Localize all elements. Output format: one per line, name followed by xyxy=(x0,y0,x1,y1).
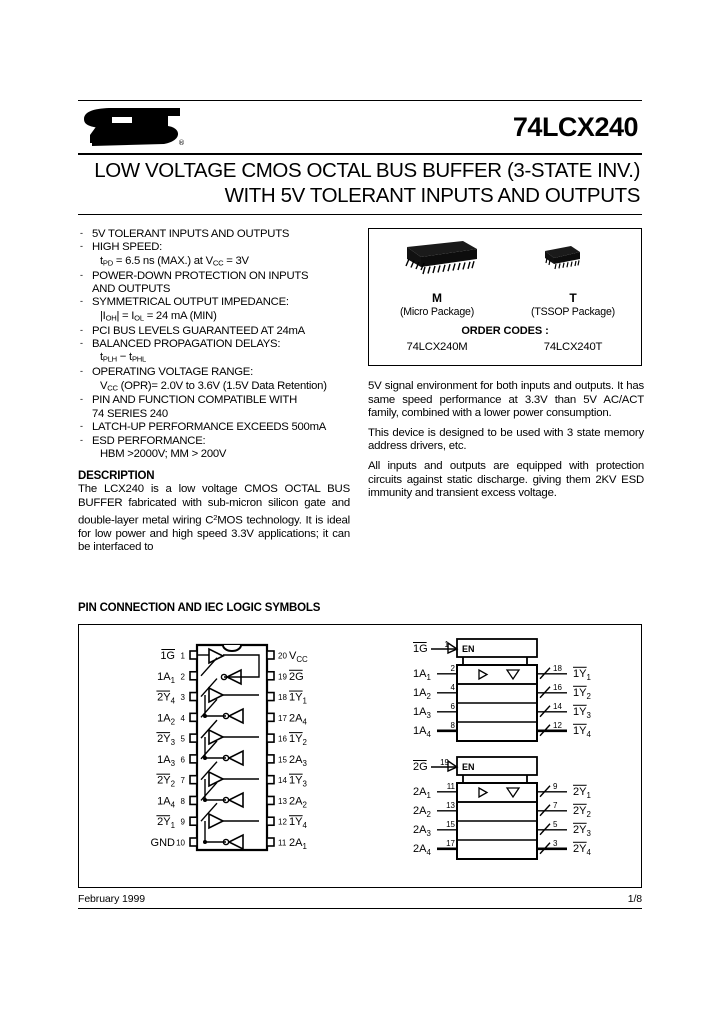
package-images xyxy=(369,229,641,291)
pin-label xyxy=(573,724,591,739)
dip-package-symbol xyxy=(151,645,309,851)
iec-amplifier-icon xyxy=(479,788,487,797)
pin-label xyxy=(413,687,431,701)
iec-logic-symbols xyxy=(413,639,591,859)
st-logo xyxy=(82,105,190,149)
right-paragraph-3: All inputs and outputs are equipped with protection circuits against static discharge. giving them 2KV ESD immunity and transient excess voltage. xyxy=(368,459,644,500)
pin-label xyxy=(573,842,591,857)
iec-row xyxy=(457,821,537,840)
svg-text:®: ® xyxy=(178,139,185,147)
page-header xyxy=(78,100,642,215)
feature-text: - ESD PERFORMANCE: xyxy=(92,434,206,447)
svg-text:2A1: $2A_1$ xyxy=(413,785,431,800)
svg-text:2Y4: $2Y_4$ xyxy=(573,842,591,857)
dip-pin-pad xyxy=(267,693,274,701)
dip-pin-pad xyxy=(267,651,274,659)
iec-3state-icon xyxy=(507,788,519,797)
feature-text-cont: AND OUTPUTS xyxy=(92,282,171,295)
svg-text:2Y2: $2Y_2$ xyxy=(573,804,591,819)
footer-page-number: 1/8 xyxy=(627,893,642,905)
pin-label xyxy=(160,650,175,663)
svg-text:2Y1: $2Y_1$ xyxy=(573,785,591,800)
iec-output-pin-number: 12 xyxy=(553,720,562,730)
svg-text:1G: 1G xyxy=(160,650,175,662)
svg-text:2Y4: $2Y_4$ xyxy=(157,691,175,706)
feature-text: - OPERATING VOLTAGE RANGE: xyxy=(92,366,253,379)
dip-pin-pad xyxy=(267,755,274,763)
svg-text:2A4: $2A_4$ xyxy=(413,842,431,857)
svg-text:2Y2: $2Y_2$ xyxy=(157,774,175,789)
order-code-m: 74LCX240M xyxy=(406,341,468,353)
pin-connection-diagram xyxy=(79,625,641,887)
package-col-m xyxy=(369,291,505,319)
dip-pin-number: 1 xyxy=(180,651,185,661)
svg-text:GND: GND xyxy=(150,837,175,849)
dip-pin-number: 20 xyxy=(278,651,287,661)
pin-label xyxy=(289,816,307,831)
iec-enable-pin-number: 1 xyxy=(444,640,449,649)
right-paragraph-2: This device is designed to be used with 3 state memory address drivers, etc. xyxy=(368,426,644,453)
soic-package-icon xyxy=(397,237,481,283)
dip-pin-pad xyxy=(190,755,197,763)
dip-pin-number: 11 xyxy=(278,838,287,848)
left-column xyxy=(78,228,350,561)
pin-label xyxy=(156,816,175,831)
svg-text:2Y1: $2Y_1$ xyxy=(157,816,175,831)
pin-label xyxy=(289,733,307,748)
dip-pin-number: 5 xyxy=(180,734,185,744)
pin-label xyxy=(289,774,307,789)
svg-text:1A2: $1A_2$ xyxy=(157,712,175,727)
pin-section-title: PIN CONNECTION AND IEC LOGIC SYMBOLS xyxy=(78,602,321,614)
pin-connection-box xyxy=(78,624,642,888)
svg-text:1A3: $1A_3$ xyxy=(157,753,175,768)
dip-pin-pad xyxy=(267,776,274,784)
dip-pin-pad xyxy=(267,838,274,846)
dip-pin-pad xyxy=(190,672,197,680)
pin-label xyxy=(289,795,307,809)
svg-text:1A4: $1A_4$ xyxy=(157,795,175,810)
dip-pin-number: 2 xyxy=(180,672,185,682)
dip-notch xyxy=(223,645,241,651)
svg-text:1Y3: $1Y_3$ xyxy=(289,774,307,789)
iec-amplifier-icon xyxy=(479,670,487,679)
iec-row xyxy=(457,840,537,859)
dip-body xyxy=(197,645,267,850)
iec-block xyxy=(413,757,591,859)
right-paragraph-1: 5V signal environment for both inputs and outputs. It has same speed performance at 3.3V than 5V AC/ACT family, combined with a lower power consumption. xyxy=(368,380,644,420)
pin-label xyxy=(413,643,428,656)
iec-row xyxy=(457,722,537,741)
svg-text:2A2: $2A_2$ xyxy=(289,795,307,810)
svg-text:2Y3: $2Y_3$ xyxy=(157,733,175,748)
svg-text:2A3: $2A_3$ xyxy=(413,823,431,838)
pin-label xyxy=(156,733,175,748)
pin-label xyxy=(289,712,307,726)
iec-output-pin-number: 3 xyxy=(553,838,558,848)
pin-label xyxy=(289,691,307,706)
dip-pin-number: 18 xyxy=(278,693,287,703)
pin-label xyxy=(289,650,308,664)
pin-label xyxy=(413,725,431,739)
feature-subtext: $|I_{OH}| = I_{OL} = 24$ mA (MIN) xyxy=(100,309,217,323)
dip-pin-number: 7 xyxy=(180,776,185,786)
iec-input-pin-number: 11 xyxy=(446,781,455,791)
iec-input-pin-number: 17 xyxy=(446,838,455,848)
pin-label xyxy=(413,761,428,774)
feature-subtext: $t_{PD} = 6.5$ ns (MAX.) at $V_{CC} = 3V$ xyxy=(100,254,249,268)
iec-row xyxy=(457,802,537,821)
pin-label xyxy=(413,843,431,857)
feature-text: - SYMMETRICAL OUTPUT IMPEDANCE: xyxy=(92,296,289,309)
svg-text:1Y1: $1Y_1$ xyxy=(573,667,591,682)
dip-pin-number: 13 xyxy=(278,796,287,806)
iec-3state-icon xyxy=(507,670,519,679)
package-letter-t: T xyxy=(569,291,577,305)
iec-row xyxy=(457,703,537,722)
pin-label xyxy=(413,824,431,838)
iec-input-pin-number: 2 xyxy=(450,663,455,673)
package-col-t xyxy=(505,291,641,319)
title-line-2: WITH 5V TOLERANT INPUTS AND OUTPUTS xyxy=(224,184,640,207)
svg-text:1Y2: $1Y_2$ xyxy=(573,686,591,701)
pin-label xyxy=(289,837,307,851)
dip-pin-pad xyxy=(190,776,197,784)
package-name-t: (TSSOP Package) xyxy=(531,306,615,318)
inverter-gate xyxy=(209,814,223,828)
feature-item xyxy=(78,338,350,366)
dip-pin-pad xyxy=(267,713,274,721)
svg-text:1Y3: $1Y_3$ xyxy=(573,705,591,720)
feature-item xyxy=(78,394,350,421)
package-letter-m: M xyxy=(432,291,442,305)
iec-output-pin-number: 7 xyxy=(553,800,558,810)
feature-item xyxy=(78,435,350,462)
pin-label xyxy=(573,785,591,800)
feature-subtext: HBM >2000V; MM > 200V xyxy=(100,447,227,460)
description-paragraph: The LCX240 is a low voltage CMOS OCTAL BUS BUFFER fabricated with sub-micron silicon gate and double-layer metal wiring $C^2MOS$ technology. It is ideal for low power and high speed 3.3V applications; it can be interfaced to xyxy=(78,483,350,554)
svg-text:2Y3: $2Y_3$ xyxy=(573,823,591,838)
feature-text: - BALANCED PROPAGATION DELAYS: xyxy=(92,337,281,350)
dip-pin-number: 17 xyxy=(278,713,287,723)
dip-pin-number: 6 xyxy=(180,755,185,765)
iec-input-pin-number: 15 xyxy=(446,819,455,829)
dip-pin-number: 9 xyxy=(180,817,185,827)
feature-text: - HIGH SPEED: xyxy=(92,241,163,254)
iec-input-pin-number: 4 xyxy=(450,682,455,692)
pin-label xyxy=(573,686,591,701)
iec-input-pin-number: 13 xyxy=(446,800,455,810)
dip-pin-pad xyxy=(190,693,197,701)
footer-rule xyxy=(78,908,642,909)
pin-label xyxy=(413,668,431,682)
pin-label xyxy=(157,671,175,685)
package-names xyxy=(369,291,641,319)
iec-enable-text: EN xyxy=(462,762,475,772)
pin-label xyxy=(573,667,591,682)
feature-text: - PIN AND FUNCTION COMPATIBLE WITH xyxy=(92,394,297,407)
order-codes xyxy=(369,341,641,353)
dip-pin-pad xyxy=(267,817,274,825)
feature-item xyxy=(78,270,350,297)
svg-text:2G: 2G xyxy=(289,670,304,683)
iec-input-pin-number: 6 xyxy=(450,701,455,711)
svg-text:1Y4: $1Y_4$ xyxy=(289,816,307,831)
feature-item xyxy=(78,325,350,338)
svg-text:1Y2: $1Y_2$ xyxy=(289,733,307,748)
header-bottom-rule xyxy=(78,214,642,215)
part-number: 74LCX240 xyxy=(512,111,638,142)
dip-pin-number: 3 xyxy=(180,693,185,703)
feature-item xyxy=(78,296,350,324)
svg-text:1A1: $1A_1$ xyxy=(413,667,431,682)
iec-row xyxy=(457,665,537,684)
svg-text:1A2: $1A_2$ xyxy=(413,686,431,701)
pin-label xyxy=(413,706,431,720)
iec-block xyxy=(413,639,591,741)
package-name-m: (Micro Package) xyxy=(399,306,475,318)
inverter-gate xyxy=(209,649,223,663)
dip-pin-pad xyxy=(267,734,274,742)
iec-output-pin-number: 14 xyxy=(553,701,562,711)
dip-pin-pad xyxy=(190,838,197,846)
iec-output-pin-number: 9 xyxy=(553,781,558,791)
feature-item xyxy=(78,421,350,434)
document-title xyxy=(78,155,642,214)
dip-pin-number: 8 xyxy=(180,796,185,806)
feature-text-cont: 74 SERIES 240 xyxy=(92,407,168,420)
dip-pin-number: 15 xyxy=(278,755,287,765)
svg-text:VCC: $V_{CC}$ xyxy=(289,650,308,664)
feature-subtext: $t_{PLH} - t_{PHL}$ xyxy=(100,351,146,364)
dip-pin-number: 16 xyxy=(278,734,287,744)
dip-pin-number: 12 xyxy=(278,817,287,827)
pin-label xyxy=(289,670,304,683)
dip-pin-pad xyxy=(190,796,197,804)
feature-text: - POWER-DOWN PROTECTION ON INPUTS xyxy=(92,269,309,282)
feature-text: - 5V TOLERANT INPUTS AND OUTPUTS xyxy=(92,228,290,240)
order-code-t: 74LCX240T xyxy=(543,341,603,353)
pin-label xyxy=(413,805,431,819)
iec-input-pin-number: 8 xyxy=(450,720,455,730)
title-line-1: LOW VOLTAGE CMOS OCTAL BUS BUFFER (3-STATE INV.) xyxy=(94,159,640,182)
feature-text: - LATCH-UP PERFORMANCE EXCEEDS 500mA xyxy=(92,421,327,434)
pin-label xyxy=(157,754,175,768)
iec-row xyxy=(457,783,537,802)
svg-text:2A2: $2A_2$ xyxy=(413,804,431,819)
pin-label xyxy=(151,837,176,849)
iec-output-pin-number: 18 xyxy=(553,663,562,673)
svg-text:1A3: $1A_3$ xyxy=(413,705,431,720)
dip-pin-number: 14 xyxy=(278,776,287,786)
page-footer xyxy=(78,893,642,909)
inverter-gate xyxy=(223,835,243,849)
svg-text:1A4: $1A_4$ xyxy=(413,724,431,739)
pin-label xyxy=(156,774,175,789)
iec-enable-pin-number: 19 xyxy=(440,758,449,767)
order-codes-title: ORDER CODES : xyxy=(461,325,549,337)
svg-text:2G: 2G xyxy=(413,761,428,773)
pin-label xyxy=(573,804,591,819)
iec-enable-text: EN xyxy=(462,644,475,654)
inverter-gate xyxy=(223,709,243,723)
pin-label xyxy=(573,705,591,720)
pin-label xyxy=(157,712,175,726)
svg-text:2A4: $2A_4$ xyxy=(289,712,307,727)
brand-row xyxy=(78,101,642,153)
dip-pin-number: 4 xyxy=(180,713,185,723)
pin-label xyxy=(156,691,175,706)
feature-text: - PCI BUS LEVELS GUARANTEED AT 24mA xyxy=(92,324,305,337)
svg-text:1G: 1G xyxy=(413,643,428,655)
features-list xyxy=(78,228,350,461)
iec-output-pin-number: 16 xyxy=(553,682,562,692)
pin-label xyxy=(289,754,307,768)
tssop-package-icon xyxy=(537,243,585,277)
dip-pin-pad xyxy=(267,672,274,680)
pin-label xyxy=(157,795,175,809)
dip-pin-pad xyxy=(267,796,274,804)
right-column xyxy=(368,228,644,507)
svg-text:2A3: $2A_3$ xyxy=(289,753,307,768)
description-heading: DESCRIPTION xyxy=(78,470,155,483)
footer-date: February 1999 xyxy=(78,893,145,905)
dip-pin-pad xyxy=(190,651,197,659)
pin-label xyxy=(413,786,431,800)
dip-pin-pad xyxy=(190,734,197,742)
svg-text:1Y1: $1Y_1$ xyxy=(289,691,307,706)
inverter-gate xyxy=(223,793,243,807)
dip-pin-pad xyxy=(190,817,197,825)
feature-subtext: $V_{CC}$ (OPR)= 2.0V to 3.6V (1.5V Data Retention) xyxy=(100,379,327,392)
feature-item xyxy=(78,228,350,241)
iec-output-pin-number: 5 xyxy=(553,819,558,829)
dip-pin-number: 10 xyxy=(176,838,185,848)
pin-label xyxy=(573,823,591,838)
inverter-gate xyxy=(223,751,243,765)
feature-item xyxy=(78,241,350,269)
svg-text:1Y4: $1Y_4$ xyxy=(573,724,591,739)
dip-pin-pad xyxy=(190,713,197,721)
dip-pin-number: 19 xyxy=(278,672,287,682)
iec-row xyxy=(457,684,537,703)
svg-text:1A1: $1A_1$ xyxy=(157,670,175,685)
feature-item xyxy=(78,366,350,394)
package-order-box xyxy=(368,228,642,366)
svg-text:2A1: $2A_1$ xyxy=(289,837,307,851)
